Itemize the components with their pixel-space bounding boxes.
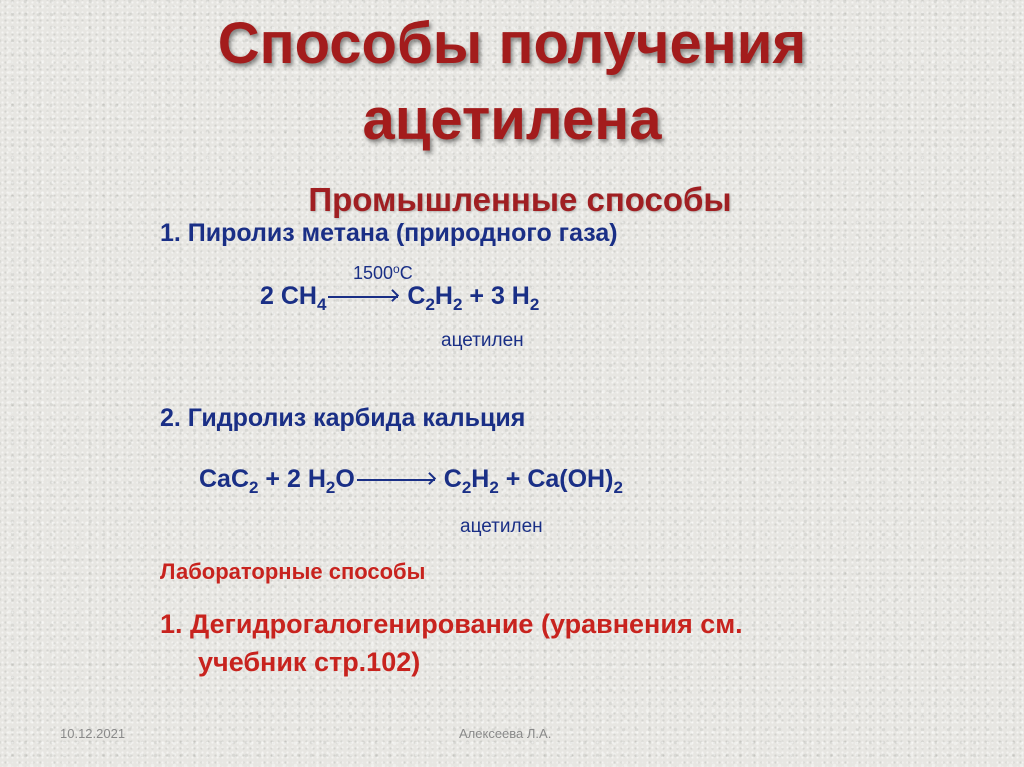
subtitle-industrial-methods: Промышленные способы: [308, 181, 732, 218]
product-acetylene-c: C: [407, 282, 426, 310]
reaction-1-arrow-icon: [328, 296, 398, 298]
water-subscript: 2: [325, 478, 336, 497]
method-1-heading: 1. Пиролиз метана (природного газа): [160, 219, 618, 247]
reaction-2-product-label: ацетилен: [460, 516, 543, 537]
reaction-1-condition: [353, 263, 413, 283]
condition-degree: o: [393, 262, 400, 276]
product-acetylene-h: H: [434, 282, 453, 310]
product-acetylene-c: C: [443, 465, 462, 493]
water-oxygen: O: [335, 465, 355, 493]
product-acetylene-h: H: [471, 465, 490, 493]
reaction-1-product-label: ацетилен: [441, 330, 524, 351]
laboratory-method-1: [160, 605, 743, 681]
title-line-1: Способы получения: [217, 11, 807, 76]
methane-subscript: 4: [316, 295, 327, 314]
footer-date: 10.12.2021: [60, 726, 126, 741]
laboratory-method-1-line-1: 1. Дегидрогалогенирование (уравнения см.: [160, 609, 743, 639]
reactant-methane: 2 CH: [260, 282, 317, 310]
slide-title: [0, 6, 1024, 158]
title-line-2: ацетилена: [362, 87, 662, 152]
reactant-water: + 2 H: [258, 465, 326, 493]
product-calcium-hydroxide: + Ca(OH): [498, 465, 614, 493]
laboratory-methods-heading: Лабораторные способы: [160, 559, 426, 584]
reaction-2-equation: [199, 464, 623, 497]
reaction-2-arrow-icon: [357, 479, 435, 481]
condition-temperature: 1500: [353, 263, 394, 283]
condition-unit: C: [399, 263, 413, 283]
acetylene-h-subscript: 2: [489, 478, 499, 497]
acetylene-h-subscript: 2: [452, 295, 463, 314]
reaction-1-equation: [260, 281, 540, 314]
acetylene-c-subscript: 2: [425, 295, 435, 314]
method-2-heading: 2. Гидролиз карбида кальция: [160, 404, 526, 432]
laboratory-method-1-line-2: учебник стр.102): [198, 647, 421, 677]
reactant-calcium-carbide: CaC: [199, 465, 250, 493]
acetylene-c-subscript: 2: [461, 478, 472, 497]
hydroxide-subscript: 2: [613, 478, 623, 497]
product-hydrogen: + 3 H: [462, 282, 530, 310]
hydrogen-subscript: 2: [529, 295, 540, 314]
carbide-subscript: 2: [249, 478, 259, 497]
footer-author: Алексеева Л.А.: [459, 726, 552, 741]
